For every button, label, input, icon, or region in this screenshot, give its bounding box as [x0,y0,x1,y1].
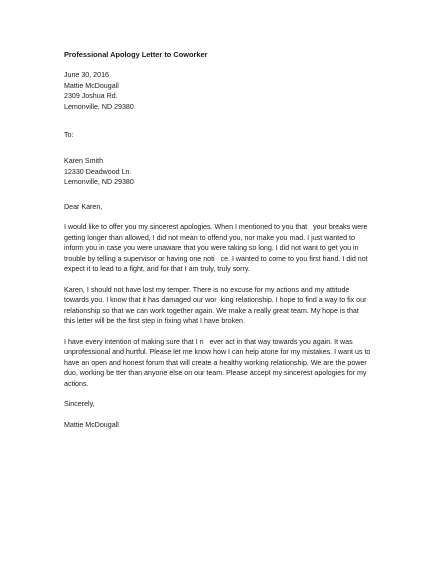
sender-city: Lemonville, ND 29380 [64,102,134,111]
recipient-address-block [64,156,384,187]
letter-title: Professional Apology Letter to Coworker [64,50,208,59]
recipient-city: Lemonville, ND 29380 [64,178,134,187]
sender-name: Mattie McDougall [64,81,119,90]
signature-name: Mattie McDougall [64,421,119,430]
paragraph-1: I would like to offer you my sincerest apologies. When I mentioned to you that your breaks were getting longer than allowed, I did not mean to offend you, nor make you mad. I just wanted to inform you in case you were unaware that you were taking so long. I did not want to get you in trouble by telling a supervisor or having one noti ce. I wanted to come to you first hand. I did not expect it to lead to a fight, and for that I am truly, truly sorry. [64,223,368,274]
to-label: To: [64,131,74,140]
recipient-name: Karen Smith [64,157,104,166]
closing: Sincerely, [64,400,95,409]
paragraph-3: I have every intention of making sure that I n ever act in that way towards you again. It was unprofessional and hurtful. Please let me know how I can help atone for my mistakes. I want us to have an open and honest forum that will create a healthy working relationship. We are the power duo, working be tter than anyone else on our team. Please accept my sincerest apologies for my actions. [64,337,371,388]
sender-street: 2309 Joshua Rd. [64,92,118,101]
paragraph-2: Karen, I should not have lost my temper. There is no excuse for my actions and my attitude towards you. I know that it has damaged our wor king relationship. I hope to find a way to fix our relationship so that we can work together again. We make a really great team. My hope is that this letter will be the first step in fixing what I have broken. [64,285,367,326]
letter-body [64,50,384,441]
sender-address-block [64,70,384,112]
letter-date: June 30, 2016 [64,71,109,80]
recipient-street: 12330 Deadwood Ln. [64,167,132,176]
salutation: Dear Karen, [64,202,103,211]
